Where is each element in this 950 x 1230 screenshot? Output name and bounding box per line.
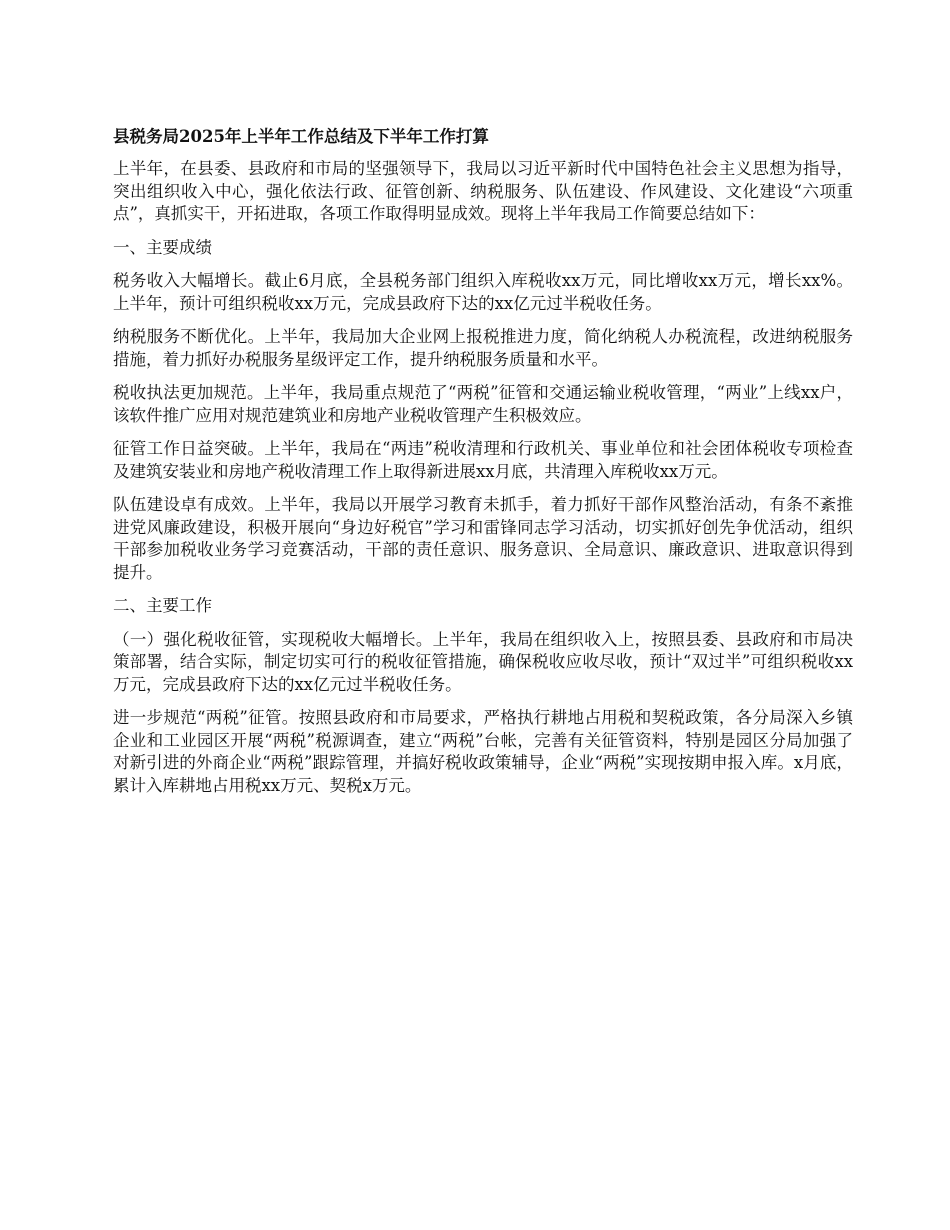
achievement-paragraph: 纳税服务不断优化。上半年，我局加大企业网上报税推进力度，简化纳税人办税流程，改进纳税服务措施，着力抓好办税服务星级评定工作，提升纳税服务质量和水平。 xyxy=(113,327,853,369)
document-page xyxy=(113,126,853,808)
achievement-paragraph: 征管工作日益突破。上半年，我局在“两违”税收清理和行政机关、事业单位和社会团体税收专项检查及建筑安装业和房地产税收清理工作上取得新进展xx月底，共清理入库税收xx万元。 xyxy=(113,439,853,481)
section-heading-achievements: 一、主要成绩 xyxy=(113,237,212,257)
work-paragraph: 进一步规范“两税”征管。按照县政府和市局要求，严格执行耕地占用税和契税政策，各分局深入乡镇企业和工业园区开展“两税”税源调查，建立“两税”台帐，完善有关征管资料，特别是园区分局加强了对新引进的外商企业“两税”跟踪管理，并搞好税收政策辅导，企业“两税”实现按期申报入库。x月底，累计入库耕地占用税xx万元、契税x万元。 xyxy=(113,708,853,795)
intro-paragraph: 上半年，在县委、县政府和市局的坚强领导下，我局以习近平新时代中国特色社会主义思想为指导，突出组织收入中心，强化依法行政、征管创新、纳税服务、队伍建设、作风建设、文化建设“六项重点”，真抓实干，开拓进取，各项工作取得明显成效。现将上半年我局工作简要总结如下： xyxy=(113,159,853,223)
achievement-paragraph: 队伍建设卓有成效。上半年，我局以开展学习教育未抓手，着力抓好干部作风整治活动，有条不紊推进党风廉政建设，积极开展向“身边好税官”学习和雷锋同志学习活动，切实抓好创先争优活动，组织干部参加税收业务学习竞赛活动，干部的责任意识、服务意识、全局意识、廉政意识、进取意识得到提升。 xyxy=(113,495,853,582)
document-title: 县税务局2025年上半年工作总结及下半年工作打算 xyxy=(113,127,489,146)
work-paragraph: （一）强化税收征管，实现税收大幅增长。上半年，我局在组织收入上，按照县委、县政府和市局决策部署，结合实际，制定切实可行的税收征管措施，确保税收应收尽收，预计“双过半”可组织税收xx万元，完成县政府下达的xx亿元过半税收任务。 xyxy=(113,629,853,694)
achievement-paragraph: 税收执法更加规范。上半年，我局重点规范了“两税”征管和交通运输业税收管理，“两业”上线xx户，该软件推广应用对规范建筑业和房地产业税收管理产生积极效应。 xyxy=(113,383,853,425)
achievement-paragraph: 税务收入大幅增长。截止6月底，全县税务部门组织入库税收xx万元，同比增收xx万元，增长xx%。上半年，预计可组织税收xx万元，完成县政府下达的xx亿元过半税收任务。 xyxy=(113,271,853,313)
section-heading-main-work: 二、主要工作 xyxy=(113,596,212,615)
